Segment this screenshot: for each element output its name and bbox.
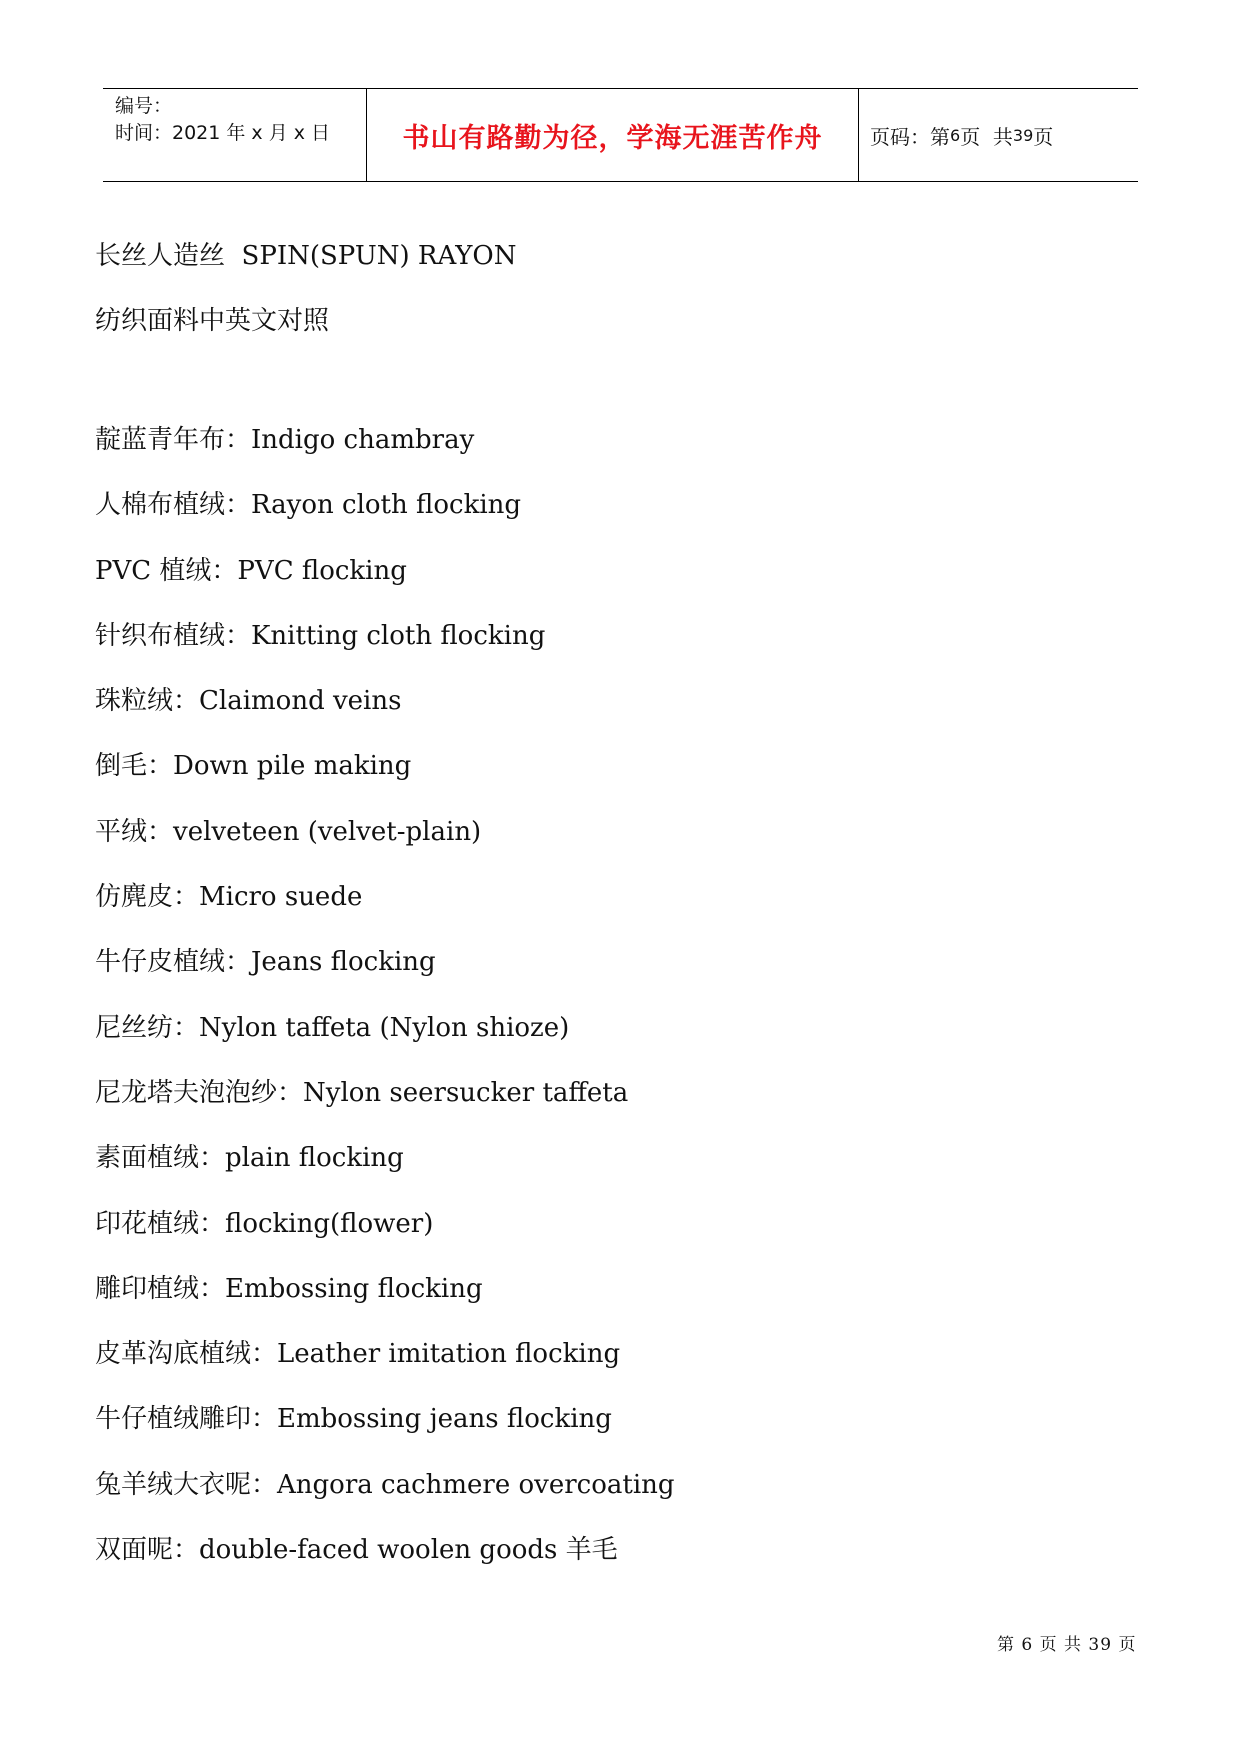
glossary-entry: 珠粒绒：Claimond veins [95,686,402,717]
glossary-entry: 针织布植绒：Knitting cloth flocking [95,620,546,651]
page-mid-label: 页 共 [960,124,1013,149]
header-page-indicator [859,89,1138,181]
glossary-entry: 仿麂皮：Micro suede [95,882,363,913]
glossary-entry: 印花植绒：flocking(flower) [95,1208,434,1239]
glossary-entry: 牛仔皮植绒：Jeans flocking [95,947,436,978]
header-info-cell [103,89,367,181]
glossary-entry: 素面植绒：plain flocking [95,1143,404,1174]
glossary-entry: 靛蓝青年布：Indigo chambray [95,425,475,455]
glossary-entry: 尼龙塔夫泡泡纱：Nylon seersucker taffeta [95,1077,629,1108]
intro-section [95,224,516,354]
page-current: 6 [950,125,961,145]
intro-line-2: 纺织面料中英文对照 [95,306,330,336]
glossary-entry: 牛仔植绒雕印：Embossing jeans flocking [95,1404,612,1435]
glossary-entry: 雕印植绒：Embossing flocking [95,1273,483,1304]
glossary-entry: 皮革沟底植绒：Leather imitation flocking [95,1339,621,1370]
glossary-entry: 平绒：velveteen (velvet-plain) [95,816,482,847]
glossary-entry: 人棉布植绒：Rayon cloth flocking [95,490,522,521]
glossary-entry: PVC 植绒：PVC flocking [95,555,407,586]
glossary-entry: 双面呢：double-faced woolen goods 羊毛 [95,1535,618,1566]
intro-line-1: 长丝人造丝 SPIN(SPUN) RAYON [95,241,517,271]
glossary-list [95,408,675,1583]
page-footer: 第 6 页 共 39 页 [997,1635,1137,1655]
document-time-label: 时间：2021 年 x 月 x 日 [115,122,331,144]
page-total: 39 [1012,125,1034,145]
document-number-label: 编号： [115,95,173,117]
page-header [103,88,1138,182]
glossary-entry: 倒毛：Down pile making [95,751,412,782]
glossary-entry: 尼丝纺：Nylon taffeta (Nylon shioze) [95,1012,570,1043]
header-motto: 书山有路勤为径，学海无涯苦作舟 [367,89,859,181]
glossary-entry: 兔羊绒大衣呢：Angora cachmere overcoating [95,1469,675,1500]
page-end-label: 页 [1033,124,1054,149]
page-label: 页码：第 [870,124,950,149]
